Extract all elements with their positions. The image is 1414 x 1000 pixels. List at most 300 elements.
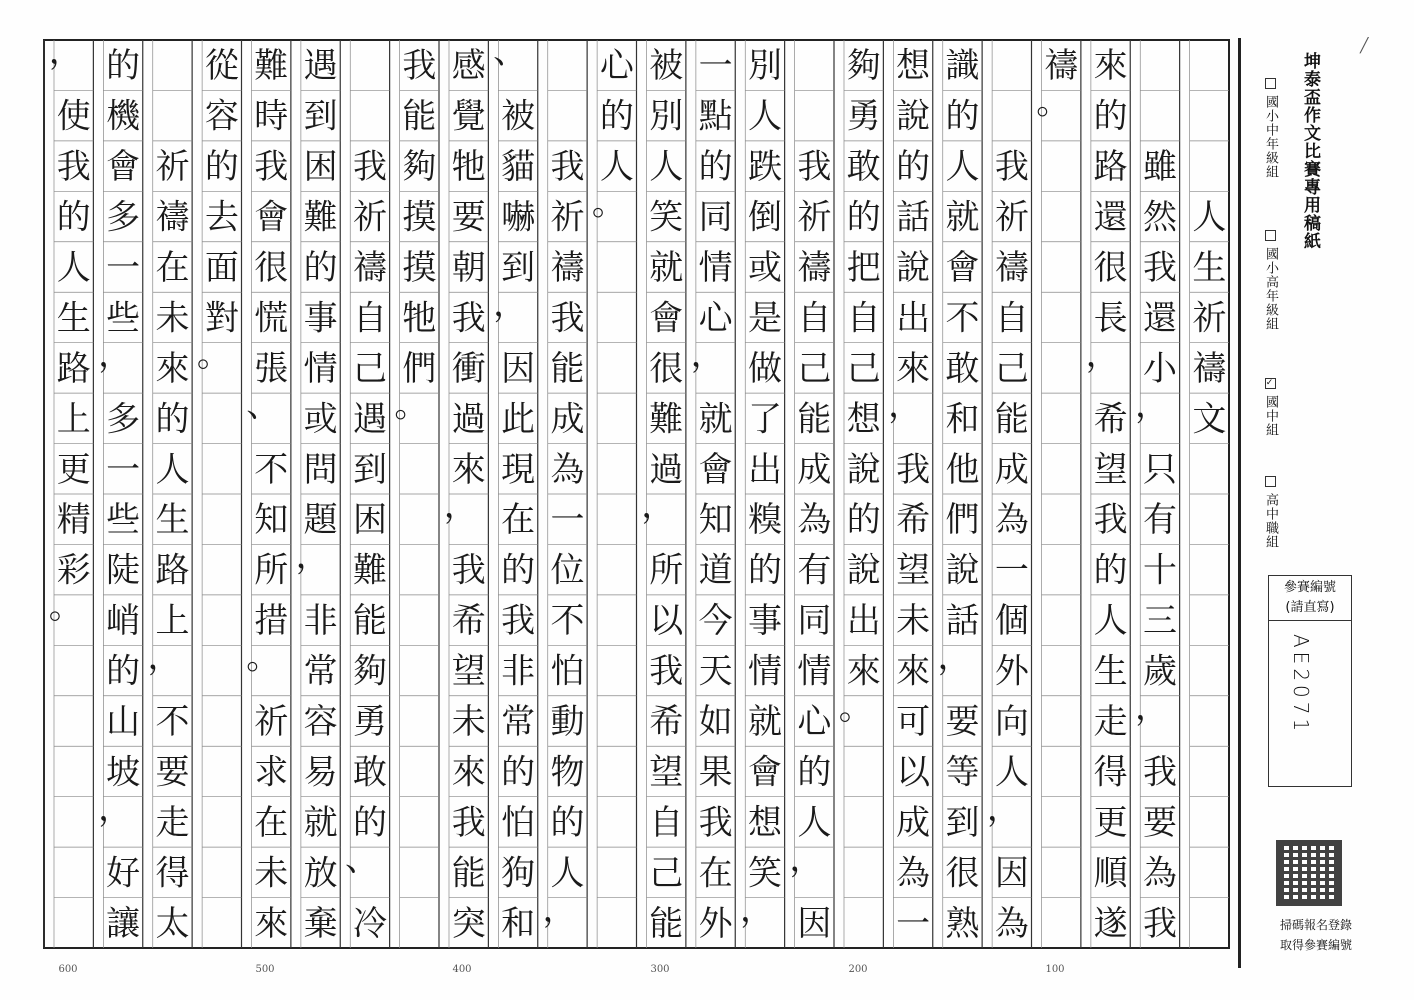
essay-char: 一 [896,903,931,944]
essay-char: 多 [106,399,141,440]
essay-char: 的 [56,197,91,238]
essay-char: 時 [254,96,289,137]
essay-char: 長 [1093,298,1128,339]
essay-char: 難 [649,399,684,440]
essay-char: 會 [945,248,980,288]
essay-char: 坡 [106,752,141,793]
essay-char: 牠 [402,298,437,339]
essay-char: 別 [747,46,782,87]
essay-char: ， [888,385,923,426]
essay-char: 和 [945,399,980,440]
essay-char: 能 [797,399,832,440]
essay-char: 人 [649,147,684,188]
essay-char: 能 [550,348,585,389]
essay-char: 因 [797,903,832,944]
essay-char: 能 [994,399,1029,440]
essay-char: 的 [846,197,881,238]
essay-char: 些 [106,298,141,339]
char-count-tick: 300 [650,964,670,975]
essay-char: 己 [846,348,881,389]
char-count-tick: 400 [452,964,472,975]
option-junior-high[interactable]: ✓國中組 [1263,378,1278,437]
essay-char: 從 [204,46,239,87]
corner-mark: ╱ [1360,38,1369,54]
essay-char: 一 [106,248,141,288]
essay-char: 禱 [1192,348,1227,389]
essay-char: 他 [945,449,980,490]
essay-char: 、 [344,839,379,880]
essay-char: ， [739,889,774,930]
essay-char: 情 [747,651,782,692]
essay-char: 夠 [402,147,437,188]
essay-char: 我 [649,651,684,692]
essay-char: 人 [1192,197,1227,238]
checkbox-icon[interactable] [1265,230,1276,241]
essay-char: 被 [649,46,684,87]
essay-char: 心 [599,46,634,87]
essay-char: 對 [204,298,239,339]
essay-char: 人 [56,248,91,288]
essay-char: 很 [945,853,980,894]
essay-char: 話 [945,601,980,642]
essay-char: 好 [106,853,141,894]
essay-char: 走 [155,802,190,843]
essay-char: 三 [1142,601,1177,642]
essay-char: 問 [303,449,338,490]
essay-char: 我 [1142,248,1177,288]
essay-char: 會 [747,752,782,793]
essay-char: 禱 [155,197,190,238]
essay-char: ， [48,32,83,73]
essay-char: 不 [945,298,980,339]
essay-char: 就 [747,702,782,742]
essay-char: 我 [1142,903,1177,944]
essay-char: 機 [106,96,141,137]
essay-char: 難 [303,197,338,238]
essay-char: 祈 [254,702,289,742]
essay-char: 敢 [846,147,881,188]
essay-char: 我 [797,147,832,188]
essay-char: 難 [254,46,289,87]
essay-char: 心 [698,298,733,339]
essay-char: 很 [1093,248,1128,288]
essay-char: 。 [246,637,281,678]
option-primary-middle[interactable]: 國小中年級組 [1261,78,1280,179]
essay-char: 夠 [352,651,387,692]
essay-char: 的 [747,550,782,591]
essay-char: 等 [945,752,980,793]
essay-char: 夠 [846,46,881,87]
essay-char: 因 [994,853,1029,894]
essay-char: 還 [1093,197,1128,238]
essay-char: 怕 [550,651,585,692]
essay-char: 為 [1142,853,1177,894]
essay-char: 和 [501,903,536,944]
essay-char: 人 [994,752,1029,793]
essay-char: ， [1134,385,1169,426]
essay-char: 禱 [1044,46,1079,87]
essay-char: 望 [649,752,684,793]
essay-char: 不 [254,449,289,490]
essay-char: 的 [797,752,832,793]
essay-char: 能 [402,96,437,137]
essay-char: 敢 [945,348,980,389]
essay-char: 使 [56,96,91,137]
essay-char: 能 [649,903,684,944]
essay-char: 可 [896,702,931,742]
checkbox-checked-icon[interactable]: ✓ [1265,378,1275,388]
essay-char: 未 [451,702,486,742]
essay-char: 我 [550,298,585,339]
essay-char: 為 [550,449,585,490]
essay-char: 牠 [451,147,486,188]
essay-char: 峭 [106,601,141,642]
essay-char: 得 [1093,752,1128,793]
essay-char: 覺 [451,96,486,137]
essay-char: 多 [106,197,141,238]
essay-char: 的 [1093,550,1128,591]
essay-char: 的 [1093,96,1128,137]
essay-char: 倒 [747,197,782,238]
essay-char: 的 [501,752,536,793]
essay-char: 過 [451,399,486,440]
essay-char: 的 [106,651,141,692]
essay-char: 易 [303,752,338,793]
essay-char: 困 [352,500,387,541]
essay-char: 知 [698,500,733,541]
essay-char: 難 [352,550,387,591]
essay-char: 常 [501,702,536,742]
essay-char: 希 [1093,399,1128,440]
essay-char: 所 [254,550,289,591]
essay-char: 我 [550,147,585,188]
essay-char: 人 [797,802,832,843]
essay-char: 個 [994,601,1029,642]
entry-number-box [1268,575,1352,787]
essay-char: 的 [303,248,338,288]
essay-char: 所 [649,550,684,591]
essay-char: 我 [501,601,536,642]
essay-char: 有 [797,550,832,591]
essay-char: 物 [550,752,585,793]
essay-char: 困 [303,147,338,188]
essay-char: 來 [896,348,931,389]
essay-char: 希 [451,601,486,642]
essay-char: 措 [254,601,289,642]
essay-char: 自 [846,298,881,339]
essay-char: 人 [747,96,782,137]
essay-char: 人 [1093,601,1128,642]
essay-char: 更 [56,449,91,490]
essay-char: 禱 [550,248,585,288]
essay-char: 因 [501,348,536,389]
essay-char: 就 [945,197,980,238]
essay-char: 做 [747,348,782,389]
essay-char: 然 [1142,197,1177,238]
essay-char: 勇 [846,96,881,137]
essay-char: 的 [352,802,387,843]
essay-char: 祈 [797,197,832,238]
essay-char: 祈 [1192,298,1227,339]
qr-caption-number: 取得參賽編號 [1279,938,1352,952]
essay-char: 我 [402,46,437,87]
essay-char: 來 [896,651,931,692]
essay-char: 有 [1142,500,1177,541]
essay-char: 事 [303,298,338,339]
qr-caption-register: 掃碼報名登錄 [1279,918,1352,932]
essay-char: 在 [501,500,536,541]
essay-char: 摸 [402,197,437,238]
qr-code-icon[interactable] [1276,840,1342,906]
essay-char: ， [1134,688,1169,728]
essay-char: 成 [994,449,1029,490]
essay-char: 感 [451,46,486,87]
essay-char: 己 [797,348,832,389]
essay-char: 果 [698,752,733,793]
essay-char: 未 [155,298,190,339]
essay-char: 想 [896,46,931,87]
essay-char: 情 [698,248,733,288]
essay-char: 順 [1093,853,1128,894]
essay-char: 能 [352,601,387,642]
essay-char: 冷 [352,903,387,944]
essay-char: 狗 [501,853,536,894]
essay-char: 些 [106,500,141,541]
essay-char: 想 [846,399,881,440]
essay-char: 我 [254,147,289,188]
essay-char: 我 [56,147,91,188]
essay-char: 的 [698,147,733,188]
char-count-tick: 600 [58,964,78,975]
essay-char: 我 [451,298,486,339]
essay-char: 非 [303,601,338,642]
checkbox-icon[interactable] [1265,78,1276,89]
essay-char: 精 [56,500,91,541]
essay-char: 們 [402,348,437,389]
essay-char: 走 [1093,702,1128,742]
essay-char: 慌 [254,298,289,339]
essay-char: 禱 [994,248,1029,288]
essay-char: 要 [451,197,486,238]
essay-char: 在 [254,802,289,843]
essay-char: 熟 [945,903,980,944]
essay-char: 上 [56,399,91,440]
essay-char: 路 [56,348,91,389]
essay-char: 我 [1142,752,1177,793]
essay-char: 如 [698,702,733,742]
essay-char: 外 [698,903,733,944]
essay-char: ， [295,536,330,577]
essay-char: 要 [945,702,980,742]
essay-char: 今 [698,601,733,642]
essay-char: 未 [254,853,289,894]
essay-char: 的 [501,550,536,591]
essay-char: 自 [797,298,832,339]
essay-char: 到 [352,449,387,490]
essay-char: 情 [797,651,832,692]
entry-number-label: 參賽編號 (請直寫) [1269,576,1351,621]
essay-char: 己 [994,348,1029,389]
essay-char: 突 [451,903,486,944]
essay-char: 非 [501,651,536,692]
essay-char: 動 [550,702,585,742]
essay-char: 上 [155,601,190,642]
essay-char: 此 [501,399,536,440]
essay-char: 勇 [352,702,387,742]
essay-char: 題 [303,500,338,541]
essay-char: 外 [994,651,1029,692]
essay-char: 太 [155,903,190,944]
essay-char: 。 [1036,82,1071,123]
option-senior-high[interactable]: 高中職組 [1261,476,1280,549]
essay-char: 來 [155,348,190,389]
essay-char: 說 [846,449,881,490]
essay-char: ， [98,334,133,375]
essay-char: 情 [303,348,338,389]
essay-char: 成 [550,399,585,440]
essay-char: 文 [1192,399,1227,440]
essay-char: 希 [649,702,684,742]
essay-char: 在 [698,853,733,894]
essay-char: 祈 [994,197,1029,238]
essay-char: 禱 [352,248,387,288]
essay-char: ， [98,788,133,829]
essay-char: 遂 [1093,903,1128,944]
checkbox-icon[interactable] [1265,476,1276,487]
essay-char: 己 [352,348,387,389]
essay-char: 會 [698,449,733,490]
essay-char: 不 [155,702,190,742]
essay-char: 讓 [106,903,141,944]
essay-char: 自 [352,298,387,339]
option-primary-upper[interactable]: 國小高年級組 [1261,230,1280,331]
essay-char: 過 [649,449,684,490]
essay-char: 生 [1093,651,1128,692]
essay-char: ， [493,284,528,325]
essay-char: 山 [106,702,141,742]
essay-char: 要 [155,752,190,793]
essay-char: 禱 [797,248,832,288]
essay-char: 在 [155,248,190,288]
essay-char: 我 [994,147,1029,188]
essay-char: 嚇 [501,197,536,238]
essay-char: 笑 [649,197,684,238]
essay-char: 會 [106,147,141,188]
essay-char: 了 [747,399,782,440]
essay-char: 張 [254,348,289,389]
essay-char: 就 [649,248,684,288]
essay-char: ， [542,889,577,930]
entry-number-value[interactable]: AE2071 [1289,634,1313,736]
essay-char: ， [147,637,182,678]
form-sidebar [1238,38,1413,968]
essay-char: 。 [196,334,231,375]
essay-char: 現 [501,449,536,490]
essay-char: 同 [797,601,832,642]
essay-char: 向 [994,702,1029,742]
essay-char: 衝 [451,348,486,389]
essay-char: ， [443,486,478,527]
essay-char: 出 [896,298,931,339]
essay-char: 陡 [106,550,141,591]
essay-char: 想 [747,802,782,843]
essay-char: 的 [550,802,585,843]
essay-char: 識 [945,46,980,87]
essay-char: 十 [1142,550,1177,591]
essay-char: 一 [550,500,585,541]
essay-char: ， [937,637,972,678]
essay-char: 說 [945,550,980,591]
essay-char: 人 [945,147,980,188]
essay-char: 說 [846,550,881,591]
essay-char: 會 [254,197,289,238]
essay-char: 未 [896,601,931,642]
essay-char: 把 [846,248,881,288]
essay-char: 、 [493,32,528,73]
essay-char: 貓 [501,147,536,188]
essay-char: 人 [599,147,634,188]
essay-char: 望 [451,651,486,692]
essay-char: 。 [394,385,429,426]
essay-char: 以 [649,601,684,642]
essay-char: 自 [649,802,684,843]
essay-char: 心 [797,702,832,742]
essay-char: 天 [698,651,733,692]
essay-char: 成 [797,449,832,490]
essay-char: 或 [303,399,338,440]
essay-char: ， [986,788,1021,829]
essay-char: 我 [1093,500,1128,541]
essay-char: 祈 [550,197,585,238]
essay-char: 、 [246,385,281,426]
essay-char: 同 [698,197,733,238]
essay-char: 敢 [352,752,387,793]
essay-char: 為 [797,500,832,541]
essay-char: 們 [945,500,980,541]
essay-char: 來 [846,651,881,692]
essay-char: 得 [155,853,190,894]
essay-char: 道 [698,550,733,591]
essay-char: 生 [155,500,190,541]
essay-char: 要 [1142,802,1177,843]
essay-char: 來 [1093,46,1128,87]
essay-char: ， [641,486,676,527]
essay-char: 只 [1142,449,1177,490]
essay-char: 摸 [402,248,437,288]
essay-char: 跌 [747,147,782,188]
char-count-tick: 500 [255,964,275,975]
essay-char: 遇 [303,46,338,87]
essay-char: 怕 [501,802,536,843]
essay-char: 的 [155,399,190,440]
essay-char: 話 [896,197,931,238]
essay-char: ， [1085,334,1120,375]
essay-char: 的 [204,147,239,188]
form-title: 坤泰盃作文比賽專用稿紙 [1300,52,1320,250]
essay-char: 棄 [303,903,338,944]
essay-char: 雖 [1142,147,1177,188]
essay-char: 自 [994,298,1029,339]
essay-char: 我 [451,802,486,843]
essay-char: 出 [846,601,881,642]
char-count-tick: 100 [1045,964,1065,975]
essay-char: 來 [254,903,289,944]
essay-char: 的 [945,96,980,137]
essay-char: 事 [747,601,782,642]
char-count-tick: 200 [848,964,868,975]
essay-char: ， [690,334,725,375]
essay-char: 路 [1093,147,1128,188]
